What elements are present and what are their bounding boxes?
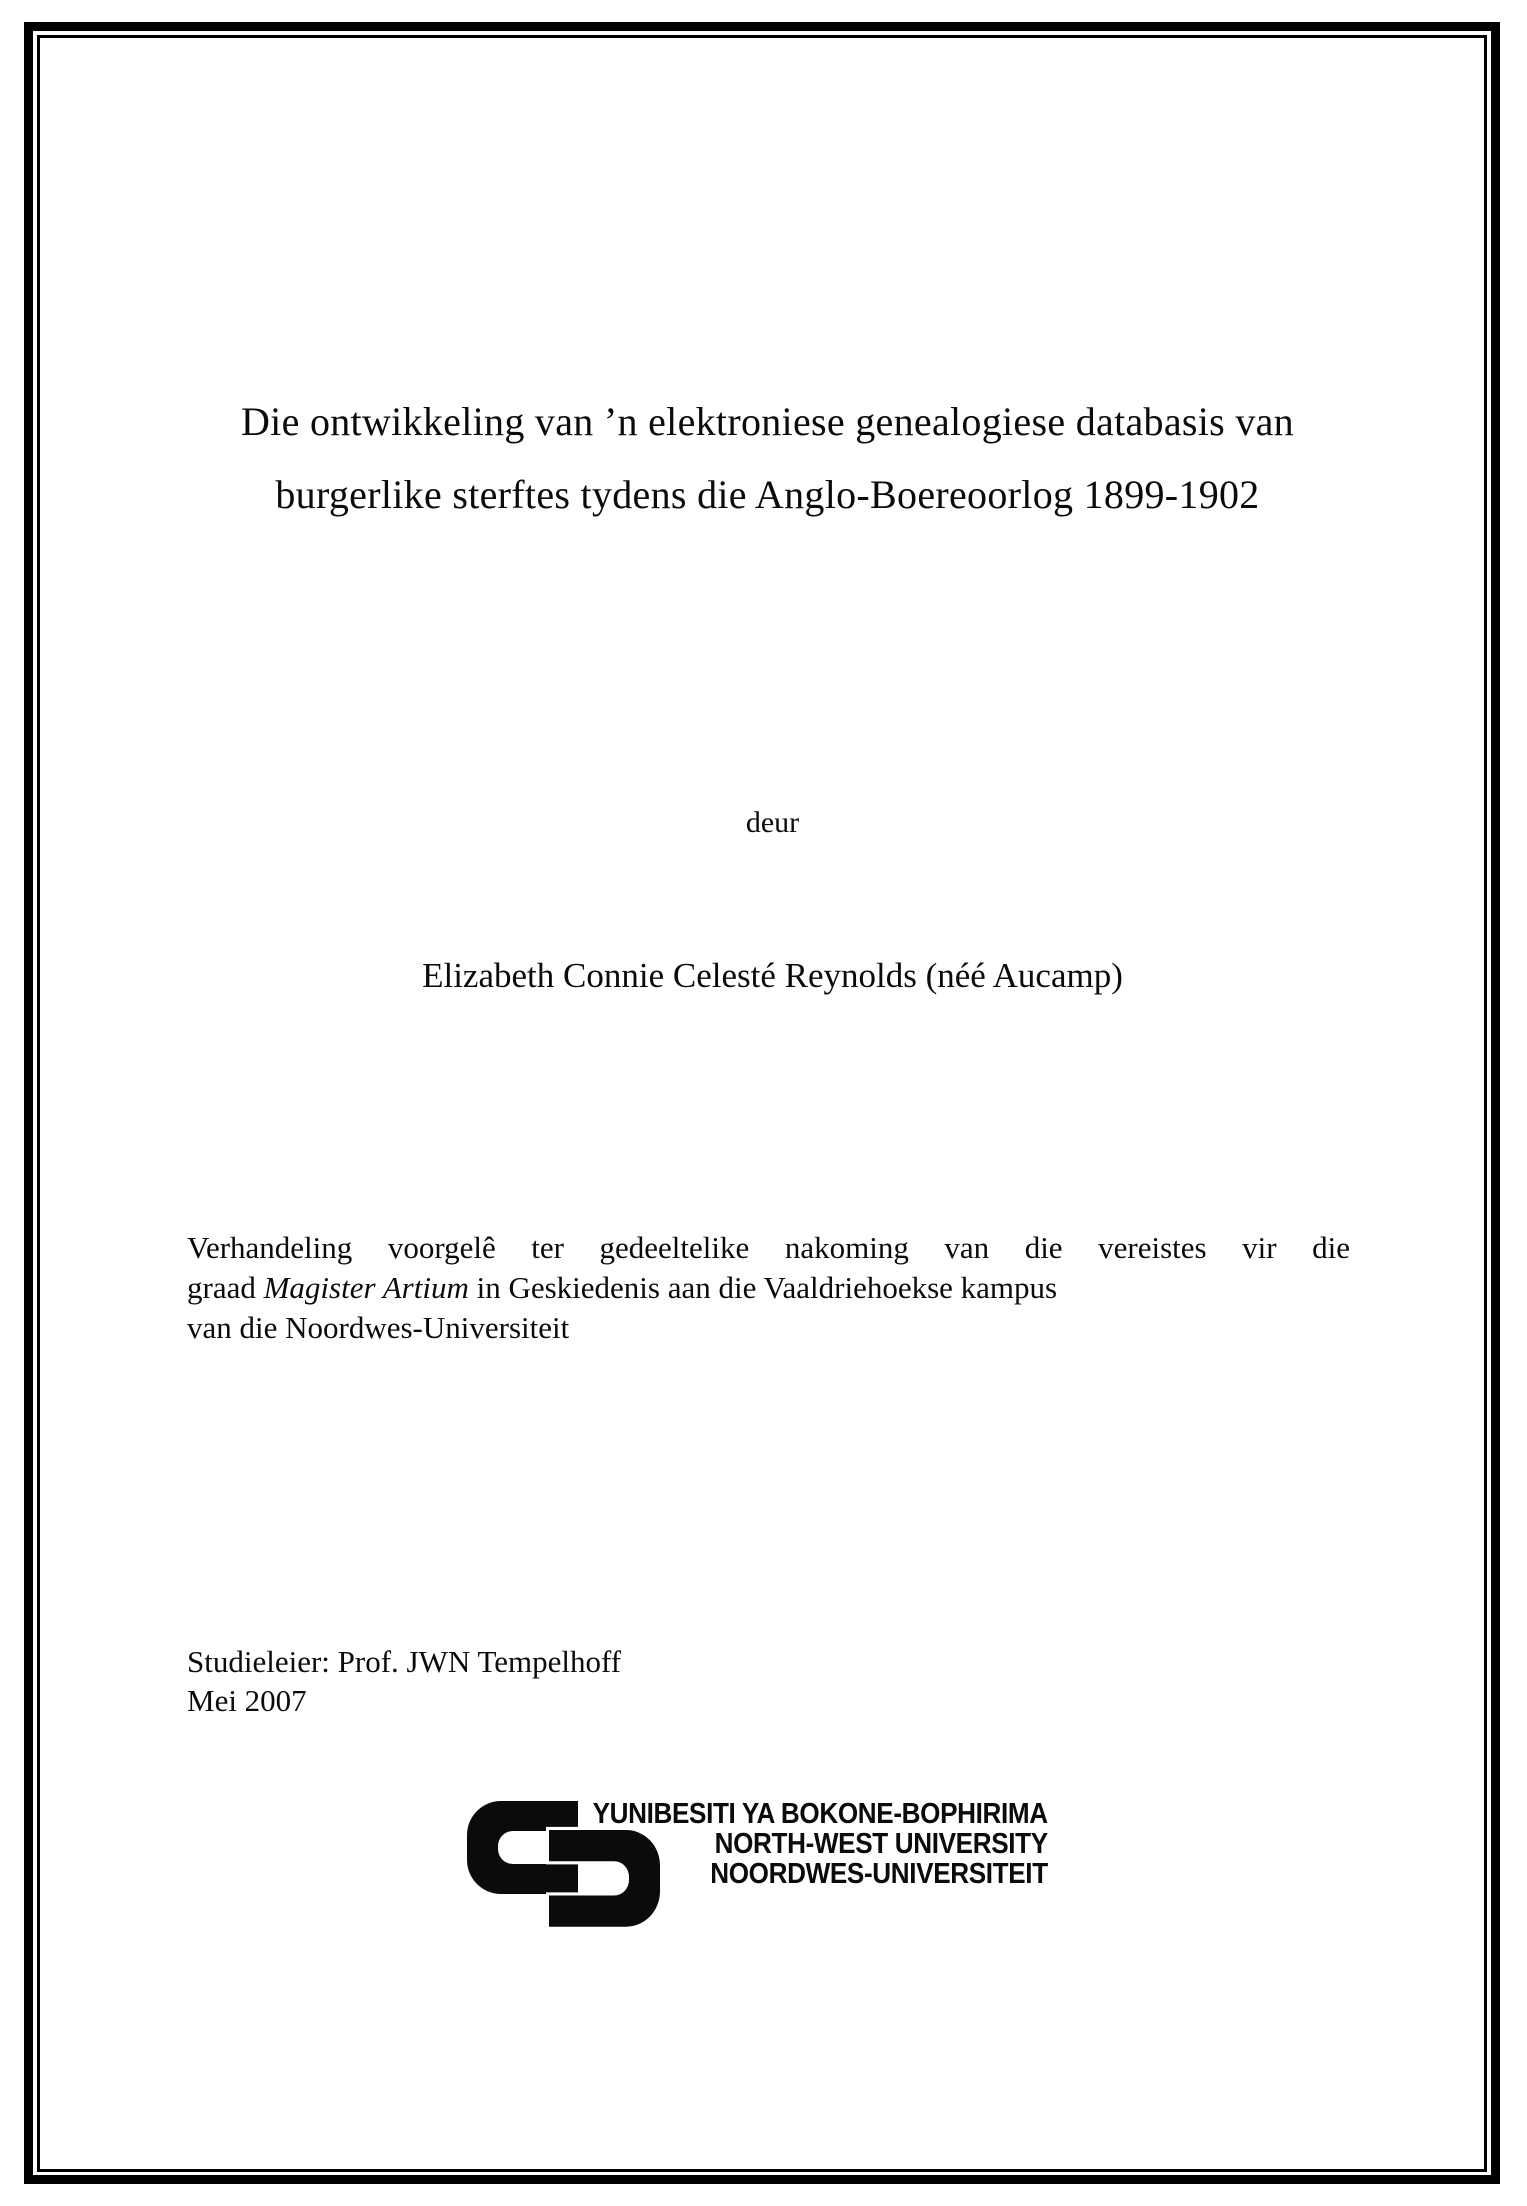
university-logo-text [593, 1799, 1048, 1889]
thesis-statement [187, 1228, 1350, 1348]
author-name: Elizabeth Connie Celesté Reynolds (néé Aucamp) [422, 956, 1123, 995]
thesis-title-line-1: Die ontwikkeling van ’n elektroniese genealogiese databasis van [240, 399, 1294, 444]
supervisor-block [187, 1642, 621, 1720]
thesis-statement-line-3: van die Noordwes-Universiteit [187, 1310, 570, 1345]
university-name-setswana: YUNIBESITI YA BOKONE-BOPHIRIMA [592, 1798, 1048, 1830]
supervisor-line: Studieleier: Prof. JWN Tempelhoff [187, 1644, 622, 1679]
date-line: Mei 2007 [187, 1683, 307, 1718]
degree-text-post: in Geskiedenis aan die Vaaldriehoekse kampus [468, 1270, 1058, 1305]
degree-name: Magister Artium [263, 1270, 469, 1305]
university-name-english: NORTH-WEST UNIVERSITY [714, 1828, 1048, 1860]
university-name-afrikaans: NOORDWES-UNIVERSITEIT [710, 1858, 1048, 1890]
thesis-statement-line-1: Verhandeling voorgelê ter gedeeltelike nakoming van die vereistes vir die [187, 1230, 1350, 1265]
thesis-title [95, 385, 1440, 531]
degree-text-pre: graad [187, 1270, 264, 1305]
university-logo [467, 1798, 1048, 1933]
byline-label: deur [745, 806, 800, 839]
thesis-statement-line-2 [187, 1268, 1350, 1308]
thesis-title-line-2: burgerlike sterftes tydens die Anglo-Boereoorlog 1899-1902 [275, 472, 1260, 517]
